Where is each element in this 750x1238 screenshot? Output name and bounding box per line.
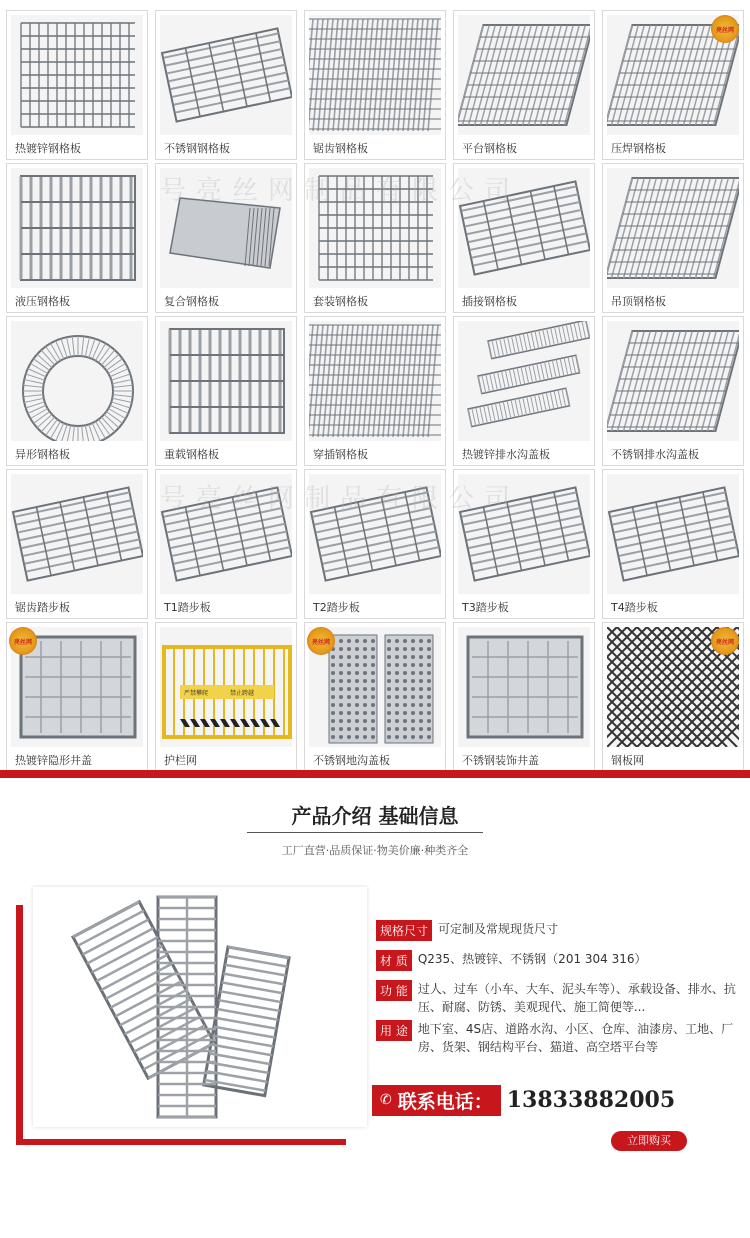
product-card[interactable] <box>453 622 595 772</box>
product-card[interactable] <box>453 10 595 160</box>
brand-badge: 亮丝网 <box>711 627 739 655</box>
product-card[interactable] <box>602 163 744 313</box>
product-thumbnail <box>160 15 292 135</box>
product-card[interactable] <box>6 163 148 313</box>
product-thumbnail <box>160 321 292 441</box>
accent-bar <box>16 1139 346 1145</box>
product-card[interactable] <box>453 163 595 313</box>
product-card[interactable] <box>304 10 446 160</box>
contact-phone <box>372 1085 675 1115</box>
product-thumbnail <box>458 321 590 441</box>
product-thumbnail <box>309 321 441 441</box>
product-label: 护栏网 <box>164 754 197 767</box>
product-label: T1踏步板 <box>164 601 211 614</box>
product-label: T3踏步板 <box>462 601 509 614</box>
product-thumbnail <box>458 627 590 747</box>
product-card[interactable] <box>6 316 148 466</box>
product-card[interactable] <box>6 469 148 619</box>
product-label: 液压钢格板 <box>15 295 70 308</box>
spec-row <box>376 950 647 971</box>
watermark: 号亮丝网制品有限公司 <box>160 484 521 514</box>
product-card[interactable] <box>602 10 744 160</box>
product-label: 不锈钢钢格板 <box>164 142 230 155</box>
product-thumbnail <box>11 15 143 135</box>
accent-bar <box>16 905 23 1145</box>
product-label: 锯齿钢格板 <box>313 142 368 155</box>
spec-row <box>376 1020 740 1056</box>
product-label: 插接钢格板 <box>462 295 517 308</box>
spec-tag: 规格尺寸 <box>376 920 432 941</box>
product-card[interactable] <box>602 316 744 466</box>
product-label: 异形钢格板 <box>15 448 70 461</box>
spec-value: Q235、热镀锌、不锈钢（201 304 316） <box>417 952 647 966</box>
product-label: 钢板网 <box>611 754 644 767</box>
brand-badge: 亮丝网 <box>9 627 37 655</box>
product-label: 压焊钢格板 <box>611 142 666 155</box>
spec-tag: 用 途 <box>376 1020 412 1041</box>
product-thumbnail <box>11 168 143 288</box>
spec-value: 地下室、4S店、道路水沟、小区、仓库、油漆房、工地、厂房、货架、钢结构平台、猫道、高空塔平台等 <box>417 1022 734 1054</box>
product-thumbnail <box>160 168 292 288</box>
contact-label: 联系电话： <box>397 1090 493 1113</box>
product-thumbnail <box>11 321 143 441</box>
svg-text:禁止跨越: 禁止跨越 <box>230 690 255 697</box>
product-label: 不锈钢装饰井盖 <box>462 754 539 767</box>
product-card[interactable] <box>304 469 446 619</box>
product-label: 不锈钢排水沟盖板 <box>611 448 699 461</box>
product-card[interactable] <box>453 469 595 619</box>
product-label: T4踏步板 <box>611 601 658 614</box>
product-card[interactable] <box>155 163 297 313</box>
product-thumbnail <box>309 474 441 594</box>
product-card[interactable] <box>602 622 744 772</box>
product-thumbnail <box>11 474 143 594</box>
product-thumbnail <box>458 168 590 288</box>
spec-value: 过人、过车（小车、大车、泥头车等）、承载设备、排水、抗压、耐腐、防锈、美观现代、施工简便等... <box>417 982 736 1014</box>
product-card[interactable] <box>155 469 297 619</box>
product-card[interactable] <box>6 10 148 160</box>
product-thumbnail <box>160 627 292 747</box>
product-thumbnail <box>607 168 739 288</box>
product-thumbnail <box>458 15 590 135</box>
spec-tag: 材 质 <box>376 950 412 971</box>
spec-row <box>376 980 740 1016</box>
brand-badge: 亮丝网 <box>711 15 739 43</box>
product-thumbnail <box>607 474 739 594</box>
divider-bar <box>0 770 750 778</box>
product-card[interactable] <box>155 10 297 160</box>
product-label: 热镀锌排水沟盖板 <box>462 448 550 461</box>
section-divider <box>247 832 483 833</box>
phone-number[interactable]: 13833882005 <box>506 1087 676 1113</box>
product-label: T2踏步板 <box>313 601 360 614</box>
product-thumbnail <box>160 474 292 594</box>
spec-value: 可定制及常规现货尺寸 <box>438 922 559 936</box>
section-title: 产品介绍 基础信息 <box>291 804 459 828</box>
product-image <box>33 887 367 1127</box>
spec-row <box>376 920 558 941</box>
contact-label-box <box>372 1085 501 1116</box>
product-label: 穿插钢格板 <box>313 448 368 461</box>
svg-text:严禁攀爬: 严禁攀爬 <box>184 690 209 697</box>
product-thumbnail <box>309 168 441 288</box>
product-card[interactable] <box>155 622 297 772</box>
product-card[interactable] <box>6 622 148 772</box>
section-subtitle: 工厂直营·品质保证·物美价廉·种类齐全 <box>281 844 469 857</box>
product-label: 复合钢格板 <box>164 295 219 308</box>
product-thumbnail <box>458 474 590 594</box>
product-card[interactable] <box>304 163 446 313</box>
product-card[interactable] <box>155 316 297 466</box>
product-label: 锯齿踏步板 <box>15 601 70 614</box>
brand-badge: 亮丝网 <box>307 627 335 655</box>
product-label: 热镀锌钢格板 <box>15 142 81 155</box>
product-card[interactable] <box>453 316 595 466</box>
product-card[interactable] <box>304 622 446 772</box>
product-card[interactable] <box>602 469 744 619</box>
watermark: 号亮丝网制品有限公司 <box>160 176 521 206</box>
product-label: 平台钢格板 <box>462 142 517 155</box>
buy-now-button[interactable]: 立即购买 <box>611 1131 687 1151</box>
product-label: 套装钢格板 <box>313 295 368 308</box>
phone-icon: ✆ <box>380 1092 392 1108</box>
product-thumbnail <box>309 15 441 135</box>
spec-tag: 功 能 <box>376 980 412 1001</box>
product-label: 不锈钢地沟盖板 <box>313 754 390 767</box>
product-card[interactable] <box>304 316 446 466</box>
grating-illustration <box>33 887 367 1127</box>
product-label: 重载钢格板 <box>164 448 219 461</box>
product-thumbnail <box>607 321 739 441</box>
product-label: 吊顶钢格板 <box>611 295 666 308</box>
product-label: 热镀锌隐形井盖 <box>15 754 92 767</box>
